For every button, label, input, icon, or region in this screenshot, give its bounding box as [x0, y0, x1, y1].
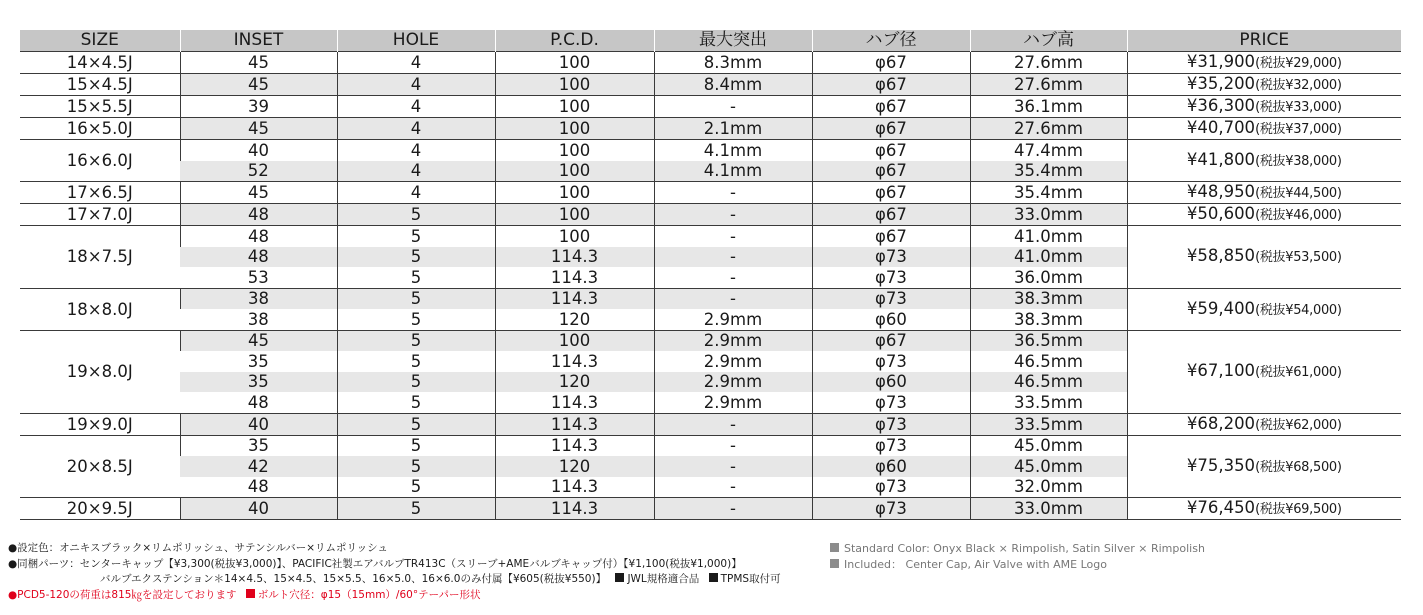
cell-inset: 45: [180, 74, 337, 96]
notes-japanese: [8, 541, 781, 603]
table-body: [20, 52, 1401, 520]
cell-size: 16×6.0J: [66, 151, 133, 170]
cell-hub-height: 45.0mm: [970, 435, 1127, 456]
cell-inset: 45: [180, 330, 337, 351]
cell-hub-diameter: φ73: [812, 435, 970, 456]
price-tax-excluded: (税抜¥53,500): [1255, 250, 1342, 266]
cell-hub-diameter: φ73: [812, 498, 970, 520]
cell-hub-height: 41.0mm: [970, 226, 1127, 247]
table-row: [20, 288, 1401, 309]
cell-inset: 52: [180, 161, 337, 182]
cell-inset: 40: [180, 140, 337, 161]
cell-size: 18×7.5J: [66, 247, 133, 267]
cell-pcd: 114.3: [495, 288, 654, 309]
cell-hole: 4: [337, 140, 495, 161]
table-row: [20, 140, 1401, 161]
price-tax-excluded: (税抜¥69,500): [1255, 502, 1342, 517]
note-valve-extension: [8, 572, 781, 588]
price-tax-included: ¥67,100: [1186, 361, 1256, 380]
cell-price: [1127, 435, 1401, 498]
table-row: [20, 435, 1401, 456]
cell-pcd: 100: [495, 182, 654, 204]
cell-max-protrusion: -: [654, 435, 812, 456]
cell-hole: 5: [337, 288, 495, 309]
cell-price: [1127, 118, 1401, 140]
cell-hub-diameter: φ73: [812, 288, 970, 309]
cell-hole: 4: [337, 74, 495, 96]
cell-hole: 5: [337, 435, 495, 456]
cell-pcd: 120: [495, 456, 654, 477]
price-tax-excluded: (税抜¥62,000): [1255, 417, 1342, 433]
red-square-bullet-icon: [246, 589, 255, 598]
cell-hole: 5: [337, 372, 495, 393]
cell-hub-height: 35.4mm: [970, 161, 1127, 182]
cell-hub-height: 32.0mm: [970, 477, 1127, 498]
cell-inset: 48: [180, 226, 337, 247]
cell-hub-diameter: φ73: [812, 392, 970, 413]
cell-hole: 5: [337, 498, 495, 520]
note-load-warning: [8, 588, 781, 604]
cell-inset: 40: [180, 413, 337, 435]
cell-pcd: 100: [495, 330, 654, 351]
cell-hub-height: 41.0mm: [970, 247, 1127, 268]
note-included-parts: ●同梱パーツ：センターキャップ【¥3,300(税抜¥3,000)】、PACIFIC社製エアバルブTR413C（スリーブ+AMEバルブキャップ付）【¥1,100(税抜¥1,000)】: [8, 557, 742, 570]
note-standard-color-en: [830, 541, 1205, 557]
cell-max-protrusion: -: [654, 226, 812, 247]
cell-pcd: 114.3: [495, 413, 654, 435]
cell-max-protrusion: -: [654, 413, 812, 435]
price-tax-included: ¥68,200: [1186, 413, 1256, 433]
cell-hub-diameter: φ73: [812, 267, 970, 288]
table-row: [20, 330, 1401, 351]
cell-size: 20×8.5J: [66, 456, 133, 476]
price-tax-excluded: (税抜¥44,500): [1255, 186, 1342, 201]
cell-pcd: 114.3: [495, 392, 654, 413]
cell-size: 15×5.5J: [66, 97, 133, 116]
cell-max-protrusion: 4.1mm: [654, 140, 812, 161]
cell-hub-diameter: φ67: [812, 74, 970, 96]
cell-price: [1127, 498, 1401, 520]
cell-max-protrusion: 4.1mm: [654, 161, 812, 182]
cell-max-protrusion: 8.3mm: [654, 52, 812, 74]
note-included-en-text: Included： Center Cap, Air Valve with AME Logo: [844, 558, 1107, 571]
cell-inset: 48: [247, 392, 269, 412]
cell-pcd: 114.3: [495, 435, 654, 456]
cell-size: 18×8.0J: [66, 299, 133, 319]
cell-hole: 5: [337, 392, 495, 413]
price-tax-excluded: (税抜¥37,000): [1255, 122, 1342, 137]
cell-pcd: 114.3: [495, 267, 654, 288]
cell-size: 19×8.0J: [66, 362, 133, 381]
cell-hub-height: 46.5mm: [970, 372, 1127, 393]
cell-max-protrusion: -: [654, 182, 812, 204]
table-row: [20, 74, 1401, 96]
cell-hole: 4: [337, 118, 495, 140]
cell-size: 17×7.0J: [66, 205, 133, 224]
cell-pcd: 114.3: [495, 247, 654, 268]
price-tax-excluded: (税抜¥32,000): [1255, 78, 1342, 93]
table-row: [20, 182, 1401, 204]
price-tax-included: ¥41,800: [1186, 150, 1256, 169]
cell-hole: 4: [337, 96, 495, 118]
square-bullet-icon: [709, 573, 718, 582]
cell-hole: 5: [337, 309, 495, 330]
cell-size: 19×9.0J: [66, 414, 133, 434]
price-tax-included: ¥50,600: [1186, 204, 1256, 223]
header-hub-height: ハブ高: [970, 30, 1127, 52]
cell-max-protrusion: 2.9mm: [654, 330, 812, 351]
cell-hole: 5: [337, 247, 495, 268]
cell-hole: 5: [337, 413, 495, 435]
cell-hole: 5: [337, 267, 495, 288]
price-tax-included: ¥58,850: [1186, 246, 1256, 266]
cell-pcd: 114.3: [495, 351, 654, 372]
table-row: [20, 52, 1401, 74]
price-tax-excluded: (税抜¥46,000): [1255, 208, 1342, 223]
cell-hole: 4: [337, 182, 495, 204]
cell-hole: 4: [337, 52, 495, 74]
cell-price: [1127, 226, 1401, 289]
cell-pcd: 100: [495, 140, 654, 161]
cell-hub-diameter: φ60: [812, 309, 970, 330]
cell-hub-height: 36.5mm: [970, 330, 1127, 351]
cell-pcd: 120: [495, 309, 654, 330]
gray-square-bullet-icon: [830, 559, 839, 568]
cell-hub-height: 33.5mm: [970, 392, 1127, 413]
cell-price: [1127, 288, 1401, 330]
header-max-protrusion: 最大突出: [654, 30, 812, 52]
notes-english: [830, 541, 1205, 573]
cell-pcd: 114.3: [495, 477, 654, 498]
cell-price: [1127, 96, 1401, 118]
table-row: [20, 413, 1401, 435]
cell-pcd: 100: [495, 161, 654, 182]
price-tax-excluded: (税抜¥29,000): [1255, 56, 1342, 71]
cell-hub-height: 36.1mm: [970, 96, 1127, 118]
cell-price: [1127, 413, 1401, 435]
cell-inset: 42: [180, 456, 337, 477]
cell-hole: 5: [337, 204, 495, 226]
price-tax-excluded: (税抜¥54,000): [1255, 302, 1342, 318]
cell-max-protrusion: -: [654, 288, 812, 309]
cell-max-protrusion: 2.9mm: [654, 392, 812, 413]
cell-hole: 5: [337, 226, 495, 247]
cell-hub-diameter: φ67: [812, 204, 970, 226]
cell-inset: 40: [180, 498, 337, 520]
cell-inset: 38: [247, 309, 269, 329]
cell-hub-diameter: φ67: [812, 118, 970, 140]
cell-hub-diameter: φ73: [812, 477, 970, 498]
price-tax-included: ¥76,450: [1186, 498, 1256, 517]
note-bolt-hole: ボルト穴径：φ15（15mm）/60°テーパー形状: [257, 588, 481, 601]
cell-hub-diameter: φ73: [812, 413, 970, 435]
cell-hub-height: 35.4mm: [970, 182, 1127, 204]
cell-price: [1127, 330, 1401, 413]
note-tpms: TPMS取付可: [720, 573, 781, 585]
cell-inset: 35: [180, 372, 337, 393]
cell-inset: 53: [247, 267, 269, 287]
cell-hub-height: 47.4mm: [970, 140, 1127, 161]
cell-hub-diameter: φ67: [812, 52, 970, 74]
cell-hole: 5: [337, 456, 495, 477]
cell-max-protrusion: -: [654, 456, 812, 477]
cell-inset: 48: [247, 477, 269, 497]
header-hole: HOLE: [337, 30, 495, 52]
table-row: [20, 498, 1401, 520]
cell-hub-height: 46.5mm: [970, 351, 1127, 372]
cell-hub-height: 33.0mm: [970, 498, 1127, 520]
table-row: [20, 226, 1401, 247]
cell-max-protrusion: -: [654, 477, 812, 498]
cell-max-protrusion: -: [654, 204, 812, 226]
cell-inset: 35: [180, 435, 337, 456]
cell-size: 16×5.0J: [66, 119, 133, 138]
table-row: [20, 118, 1401, 140]
price-tax-included: ¥75,350: [1186, 455, 1256, 475]
header-price: PRICE: [1127, 30, 1401, 52]
cell-max-protrusion: 2.9mm: [654, 309, 812, 330]
cell-size: 20×9.5J: [66, 499, 133, 518]
price-tax-included: ¥59,400: [1186, 298, 1256, 318]
table-header-row: [20, 30, 1401, 52]
price-tax-included: ¥35,200: [1186, 74, 1256, 93]
cell-hole: 5: [337, 477, 495, 498]
cell-price: [1127, 74, 1401, 96]
cell-hub-diameter: φ60: [812, 372, 970, 393]
price-tax-excluded: (税抜¥68,500): [1255, 459, 1342, 475]
cell-pcd: 100: [495, 74, 654, 96]
cell-hub-height: 33.5mm: [970, 413, 1127, 435]
note-standard-color-en-text: Standard Color: Onyx Black × Rimpolish, Satin Silver × Rimpolish: [844, 542, 1205, 555]
cell-hole: 5: [337, 330, 495, 351]
price-tax-included: ¥48,950: [1186, 182, 1256, 201]
cell-size: 15×4.5J: [66, 75, 133, 94]
cell-pcd: 100: [495, 96, 654, 118]
cell-hub-diameter: φ67: [812, 330, 970, 351]
cell-hole: 4: [337, 161, 495, 182]
cell-hub-diameter: φ73: [812, 247, 970, 268]
cell-max-protrusion: 2.9mm: [654, 372, 812, 393]
note-jwl: JWL規格適合品: [627, 573, 700, 585]
cell-hub-height: 27.6mm: [970, 52, 1127, 74]
cell-inset: 48: [180, 204, 337, 226]
cell-inset: 35: [247, 351, 269, 371]
cell-max-protrusion: 8.4mm: [654, 74, 812, 96]
header-inset: INSET: [180, 30, 337, 52]
cell-size: 17×6.5J: [66, 183, 133, 202]
cell-hub-height: 38.3mm: [970, 309, 1127, 330]
price-tax-excluded: (税抜¥61,000): [1255, 365, 1342, 380]
gray-square-bullet-icon: [830, 543, 839, 552]
table-row: [20, 204, 1401, 226]
price-tax-included: ¥40,700: [1186, 118, 1256, 137]
cell-max-protrusion: 2.9mm: [654, 351, 812, 372]
cell-hub-diameter: φ67: [812, 96, 970, 118]
cell-inset: 48: [180, 247, 337, 268]
cell-max-protrusion: -: [654, 96, 812, 118]
price-tax-included: ¥36,300: [1186, 96, 1256, 115]
cell-price: [1127, 182, 1401, 204]
price-tax-excluded: (税抜¥38,000): [1255, 154, 1342, 169]
header-pcd: P.C.D.: [495, 30, 654, 52]
price-tax-excluded: (税抜¥33,000): [1255, 100, 1342, 115]
cell-hub-diameter: φ67: [812, 140, 970, 161]
cell-price: [1127, 204, 1401, 226]
cell-pcd: 100: [495, 204, 654, 226]
cell-max-protrusion: -: [654, 267, 812, 288]
cell-max-protrusion: -: [654, 498, 812, 520]
cell-hub-height: 38.3mm: [970, 288, 1127, 309]
cell-hub-diameter: φ60: [812, 456, 970, 477]
note-pcd-load: ●PCD5-120の荷重は815㎏を設定しております: [8, 588, 237, 601]
cell-inset: 45: [180, 182, 337, 204]
cell-inset: 39: [180, 96, 337, 118]
wheel-spec-table: [20, 30, 1401, 520]
cell-pcd: 114.3: [495, 498, 654, 520]
cell-hub-height: 27.6mm: [970, 74, 1127, 96]
cell-hole: 5: [337, 351, 495, 372]
price-tax-included: ¥31,900: [1186, 52, 1256, 71]
cell-inset: 38: [180, 288, 337, 309]
cell-size: 14×4.5J: [66, 53, 133, 72]
cell-pcd: 100: [495, 226, 654, 247]
cell-max-protrusion: -: [654, 247, 812, 268]
table-row: [20, 96, 1401, 118]
cell-price: [1127, 140, 1401, 182]
cell-max-protrusion: 2.1mm: [654, 118, 812, 140]
cell-pcd: 100: [495, 118, 654, 140]
square-bullet-icon: [615, 573, 624, 582]
header-size: SIZE: [20, 30, 180, 52]
note-colors: ●設定色：オニキスブラック×リムポリッシュ、サテンシルバー×リムポリッシュ: [8, 542, 388, 554]
cell-hub-height: 33.0mm: [970, 204, 1127, 226]
cell-hub-height: 27.6mm: [970, 118, 1127, 140]
cell-hub-diameter: φ67: [812, 161, 970, 182]
cell-price: [1127, 52, 1401, 74]
header-hub-diameter: ハブ径: [812, 30, 970, 52]
cell-hub-height: 36.0mm: [970, 267, 1127, 288]
cell-pcd: 100: [495, 52, 654, 74]
cell-pcd: 120: [495, 372, 654, 393]
note-valve-extension-text: バルブエクステンション＊14×4.5、15×4.5、15×5.5、16×5.0、16×6.0のみ付属【¥605(税抜¥550)】: [100, 573, 607, 585]
cell-hub-diameter: φ67: [812, 182, 970, 204]
note-included-en: [830, 557, 1205, 573]
cell-inset: 45: [180, 118, 337, 140]
cell-hub-diameter: φ73: [812, 351, 970, 372]
cell-hub-diameter: φ67: [812, 226, 970, 247]
cell-inset: 45: [180, 52, 337, 74]
cell-hub-height: 45.0mm: [970, 456, 1127, 477]
